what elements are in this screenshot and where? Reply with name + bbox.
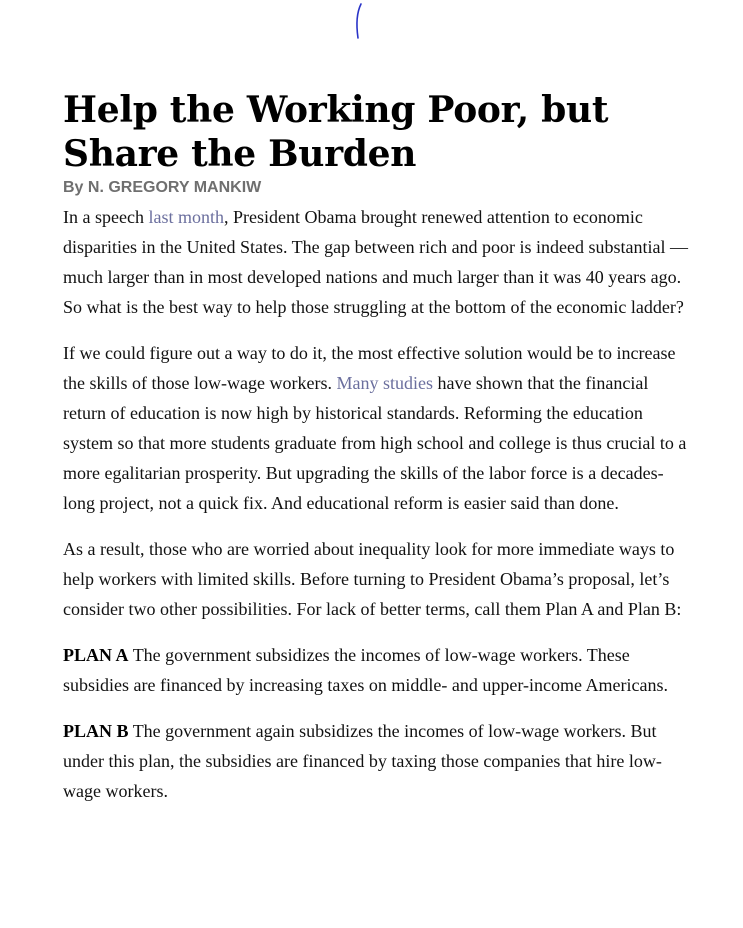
paragraph-2-text-before: If we could figure out a way to do it, the most effective solution would be to increase the skills of those low-wage workers. xyxy=(63,343,676,393)
last-month-link[interactable]: last month xyxy=(148,207,224,227)
paragraph-2 xyxy=(63,338,693,518)
paragraph-1-text-after: , President Obama brought renewed attention to economic disparities in the United States. The gap between rich and poor is indeed substantial — much larger than in most developed nations and much larger than it was 40 years ago. So what is the best way to help those struggling at the bottom of the economic ladder? xyxy=(63,207,689,317)
article-body xyxy=(63,202,693,806)
many-studies-link[interactable]: Many studies xyxy=(336,373,433,393)
paragraph-plan-b xyxy=(63,716,693,806)
byline: By N. GREGORY MANKIW xyxy=(63,179,262,196)
headline: Help the Working Poor, but Share the Burden xyxy=(63,89,609,175)
paragraph-1 xyxy=(63,202,693,322)
paragraph-1-text-before: In a speech xyxy=(63,207,149,227)
article xyxy=(63,88,693,806)
paragraph-3: As a result, those who are worried about inequality look for more immediate ways to help workers with limited skills. Before turning to President Obama’s proposal, let’s consider two other possibilities. For lack of better terms, call them Plan A and Plan B: xyxy=(63,539,682,619)
plan-b-label: PLAN B xyxy=(63,721,129,741)
plan-a-label: PLAN A xyxy=(63,645,129,665)
paragraph-2-text-after: have shown that the financial return of education is now high by historical standards. Reforming the education system so that more students graduate from high school and college is thus crucial to a more egalitarian prosperity. But upgrading the skills of the labor force is a decades-long project, not a quick fix. And educational reform is easier said than done. xyxy=(63,373,687,513)
pen-mark-icon xyxy=(352,2,366,40)
plan-b-text: The government again subsidizes the incomes of low-wage workers. But under this plan, the subsidies are financed by taxing those companies that hire low-wage workers. xyxy=(63,721,662,801)
paragraph-plan-a xyxy=(63,640,693,700)
plan-a-text: The government subsidizes the incomes of low-wage workers. These subsidies are financed by increasing taxes on middle- and upper-income Americans. xyxy=(63,645,668,695)
